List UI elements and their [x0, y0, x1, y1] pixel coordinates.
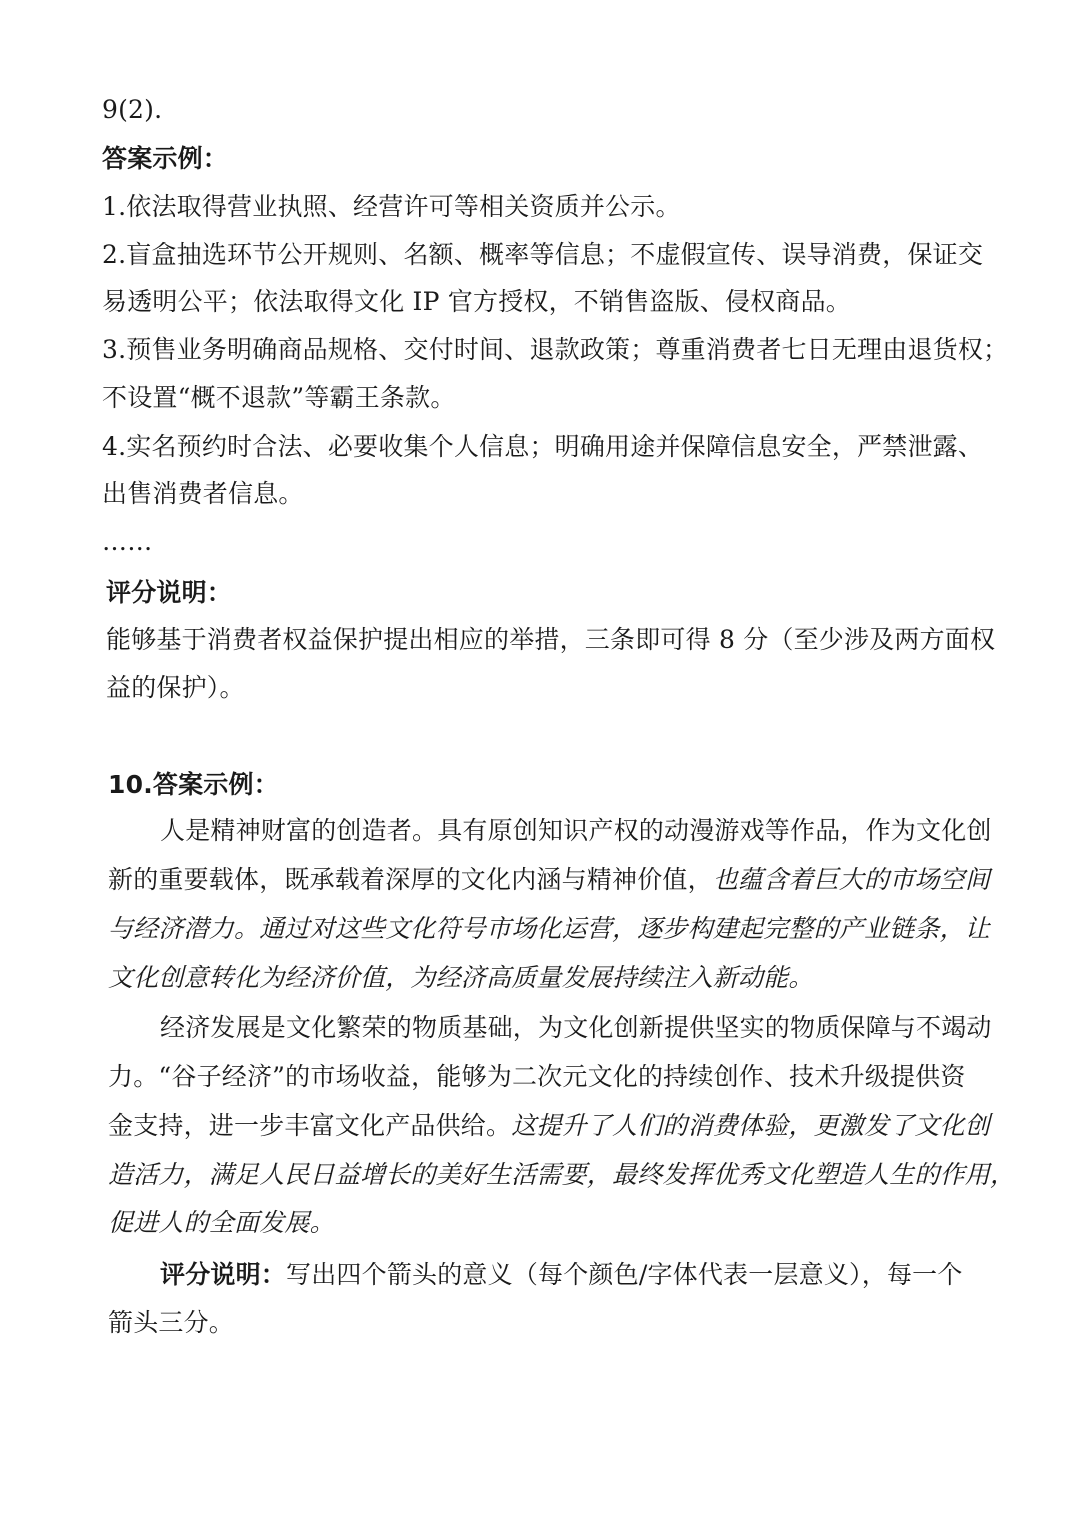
paragraph-2-line: [108, 1108, 990, 1144]
answer-line: 出售消费者信息。: [102, 479, 304, 508]
answer-heading-10: 10.答案示例：: [108, 770, 279, 799]
paragraph-1-line: [108, 862, 990, 898]
paragraph-2-line: 造活力，满足人民日益增长的美好生活需要，最终发挥优秀文化塑造人生的作用，: [108, 1160, 1016, 1189]
text-italic: 这提升了人们的消费体验，更激发了文化创: [511, 1111, 991, 1140]
answer-line: 不设置“概不退款”等霸王条款。: [102, 383, 456, 412]
text-normal: 金支持，进一步丰富文化产品供给。: [108, 1111, 512, 1140]
answer-line: 1.依法取得营业执照、经营许可等相关资质并公示。: [102, 192, 681, 221]
scoring-heading-10: 评分说明：: [160, 1260, 287, 1289]
paragraph-1-line: 与经济潜力。通过对这些文化符号市场化运营，逐步构建起完整的产业链条，让: [108, 914, 991, 943]
ellipsis: ……: [102, 527, 153, 556]
question-ref: 9(2).: [102, 95, 163, 124]
paragraph-2-line: 经济发展是文化繁荣的物质基础，为文化创新提供坚实的物质保障与不竭动: [160, 1013, 992, 1042]
scoring-line-10: 箭头三分。: [108, 1308, 235, 1337]
paragraph-2-line: 力。“谷子经济”的市场收益，能够为二次元文化的持续创作、技术升级提供资: [108, 1062, 966, 1091]
scoring-text: 写出四个箭头的意义（每个颜色/字体代表一层意义），每一个: [286, 1260, 963, 1289]
paragraph-2-line: 促进人的全面发展。: [108, 1208, 335, 1237]
scoring-line: 能够基于消费者权益保护提出相应的举措，三条即可得 8 分（至少涉及两方面权: [106, 625, 996, 654]
text-normal: 新的重要载体，既承载着深厚的文化内涵与精神价值，: [108, 865, 713, 894]
text-italic: 也蕴含着巨大的市场空间: [712, 865, 991, 894]
paragraph-1-line: 文化创意转化为经济价值，为经济高质量发展持续注入新动能。: [108, 963, 814, 992]
answer-line: 易透明公平；依法取得文化 IP 官方授权，不销售盗版、侵权商品。: [102, 287, 851, 316]
answer-line: 3.预售业务明确商品规格、交付时间、退款政策；尊重消费者七日无理由退货权；: [102, 335, 1009, 364]
scoring-heading: 评分说明：: [106, 578, 233, 607]
answer-heading: 答案示例：: [102, 144, 229, 173]
scoring-line: 益的保护）。: [106, 673, 245, 702]
answer-line: 4.实名预约时合法、必要收集个人信息；明确用途并保障信息安全，严禁泄露、: [102, 432, 984, 461]
paragraph-1-line: 人是精神财富的创造者。具有原创知识产权的动漫游戏等作品，作为文化创: [160, 816, 992, 845]
scoring-line-10: [160, 1257, 963, 1293]
answer-line: 2.盲盒抽选环节公开规则、名额、概率等信息；不虚假宣传、误导消费，保证交: [102, 240, 984, 269]
